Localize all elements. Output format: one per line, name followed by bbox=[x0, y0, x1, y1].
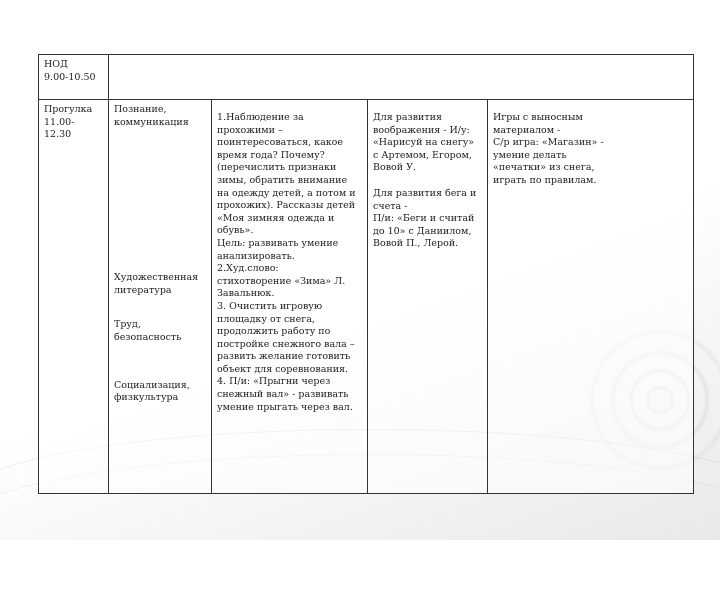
table-row bbox=[39, 55, 694, 100]
area-label: Познание, коммуникация bbox=[114, 104, 189, 128]
time-cell-walk: Прогулка 11.00- 12.30 bbox=[39, 100, 109, 494]
time-cell-nod: НОД 9.00-10.50 bbox=[39, 55, 109, 100]
individual-work-item: Для развития воображения - И/у: «Нарисуй на снегу» с Артемом, Егором, Вовой У. bbox=[373, 112, 475, 174]
area-label: Социализация, физкультура bbox=[114, 379, 190, 404]
area-label: Художественная литература bbox=[114, 272, 199, 296]
individual-work-item: Для развития бега и счета - П/и: «Беги и считай до 10» с Даниилом, Вовой П., Лерой. bbox=[373, 187, 477, 250]
empty-cell bbox=[109, 55, 694, 100]
activities-cell: 1.Наблюдение за прохожими – поинтересоваться, какое время года? Почему? (перечислить признаки зимы, обратить внимание на одежду детей, а потом и прохожих). Рассказы детей «Моя зимняя одежда и обувь». Цель: развивать умение анализировать. 2.Худ.слово: стихотворение «Зима» Л. Завальнюк. 3. Очистить игровую площадку от снега, продолжить работу по постройке снежного вала – развить желание готовить объект для соревнования. 4. П/и: «Прыгни через снежный вал» - развивать умение прыгать через вал. bbox=[212, 100, 368, 494]
educational-areas-cell bbox=[109, 100, 212, 494]
daily-plan-table bbox=[38, 54, 694, 494]
individual-work-cell bbox=[368, 100, 488, 494]
table-row bbox=[39, 100, 694, 494]
independent-activity-cell: Игры с выносным материалом - С/р игра: «Магазин» - умение делать «печатки» из снега, играть по правилам. bbox=[488, 100, 694, 494]
area-label: Труд, безопасность bbox=[114, 319, 182, 343]
